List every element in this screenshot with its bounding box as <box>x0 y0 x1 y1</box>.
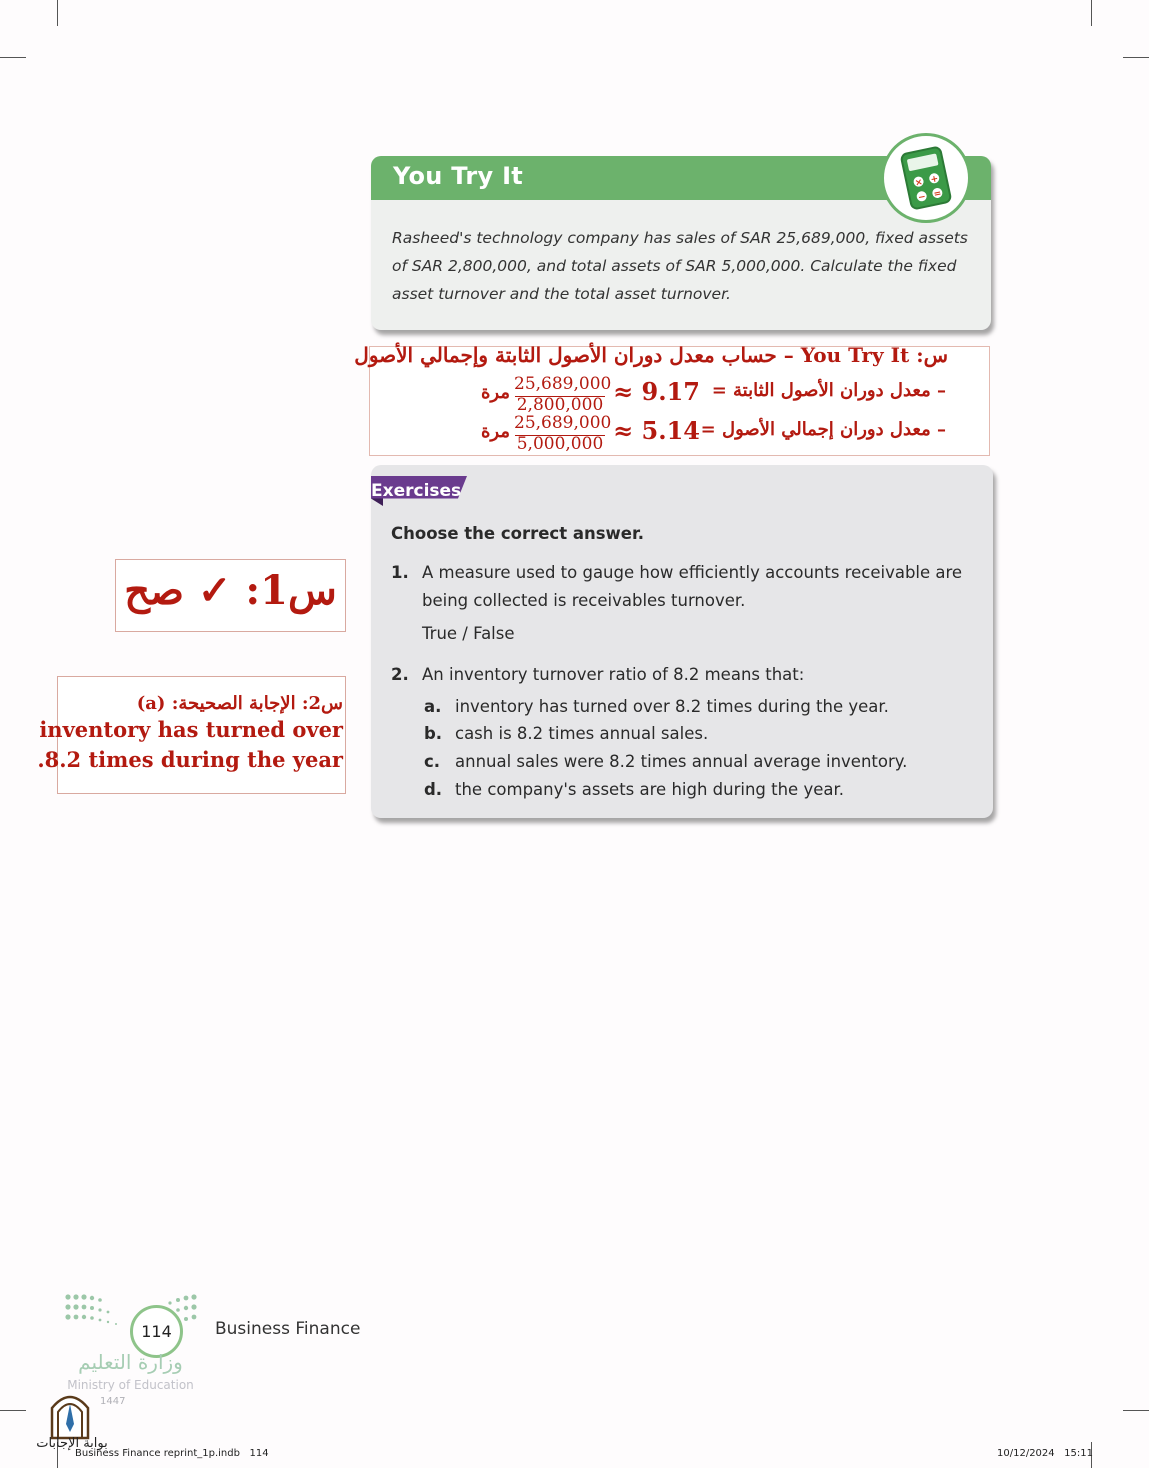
choice-text: cash is 8.2 times annual sales. <box>455 724 709 743</box>
choice-letter: a. <box>424 697 442 716</box>
exercises-label: Exercises <box>371 481 462 501</box>
total-asset-result: 5.14 ≈ <box>613 416 700 445</box>
question-1-text: A measure used to gauge how efficiently accounts receivable are <box>422 563 963 582</box>
fixed-asset-result: 9.17 ≈ <box>613 377 700 406</box>
choice-text: annual sales were 8.2 times annual average inventory. <box>455 752 908 771</box>
choice-letter: b. <box>424 724 443 743</box>
fixed-asset-unit: مرة <box>480 382 510 403</box>
question-2-text: An inventory turnover ratio of 8.2 means that: <box>422 665 805 684</box>
year: 1447 <box>100 1396 126 1407</box>
total-asset-label: – معدل دوران إجمالي الأصول = <box>700 419 946 440</box>
calculator-icon <box>881 133 971 223</box>
ministry-name-arabic: وزارة التعليم <box>78 1350 183 1374</box>
exercise-instruction: Choose the correct answer. <box>391 524 645 543</box>
total-asset-unit: مرة <box>480 421 510 442</box>
crop-mark <box>57 0 58 26</box>
file-info: Business Finance reprint_1p.indb 114 <box>75 1448 269 1459</box>
svg-text:+: + <box>929 174 940 186</box>
crop-mark <box>1091 0 1092 26</box>
crop-mark <box>1123 1410 1149 1411</box>
total-asset-numerator: 25,689,000 <box>514 413 612 433</box>
choice-letter: d. <box>424 780 443 799</box>
choice-text: inventory has turned over 8.2 times during the year. <box>455 697 889 716</box>
svg-text:×: × <box>914 177 924 189</box>
answer-2-line: .8.2 times during the year <box>37 747 343 772</box>
question-1-text: being collected is receivables turnover. <box>422 591 746 610</box>
answer-1-box <box>115 559 346 632</box>
answer-2-box <box>37 676 346 794</box>
fixed-asset-numerator: 25,689,000 <box>514 374 612 394</box>
fixed-asset-label: – معدل دوران الأصول الثابتة = <box>711 380 946 401</box>
crop-mark <box>0 1410 26 1411</box>
you-try-it-title: You Try It <box>393 162 524 190</box>
total-asset-denominator: 5,000,000 <box>516 434 604 454</box>
site-logo-icon <box>46 1386 94 1440</box>
site-name: بوابة الإجابات <box>36 1436 108 1451</box>
question-1-options: True / False <box>422 624 515 643</box>
svg-text:=: = <box>932 188 943 201</box>
print-date: 10/12/2024 15:11 <box>997 1448 1093 1459</box>
choice-letter: c. <box>424 752 441 771</box>
choice-text: the company's assets are high during the year. <box>455 780 844 799</box>
book-title: Business Finance <box>215 1319 361 1339</box>
solution-heading: س: You Try It – حساب معدل دوران الأصول الثابتة وإجمالي الأصول <box>354 343 948 367</box>
svg-text:−: − <box>917 192 927 204</box>
question-number: 1. <box>391 563 409 582</box>
crop-mark <box>1123 57 1149 58</box>
ministry-name-english: Ministry of Education <box>67 1378 194 1392</box>
crop-mark <box>0 57 26 58</box>
you-try-it-text: Rasheed's technology company has sales of SAR 25,689,000, fixed assets of SAR 2,800,000, and total assets of SAR 5,000,000. Calculate the fixed asset turnover and the total asset turnover. <box>392 229 968 303</box>
answer-2-line: inventory has turned over <box>39 717 343 742</box>
fixed-asset-denominator: 2,800,000 <box>516 395 604 415</box>
answer-2-heading: س2: الإجابة الصحيحة: (a) <box>136 693 343 714</box>
answer-1-text: س1: ✓ صح <box>124 567 337 614</box>
question-number: 2. <box>391 665 409 684</box>
page-number: 114 <box>130 1305 183 1358</box>
